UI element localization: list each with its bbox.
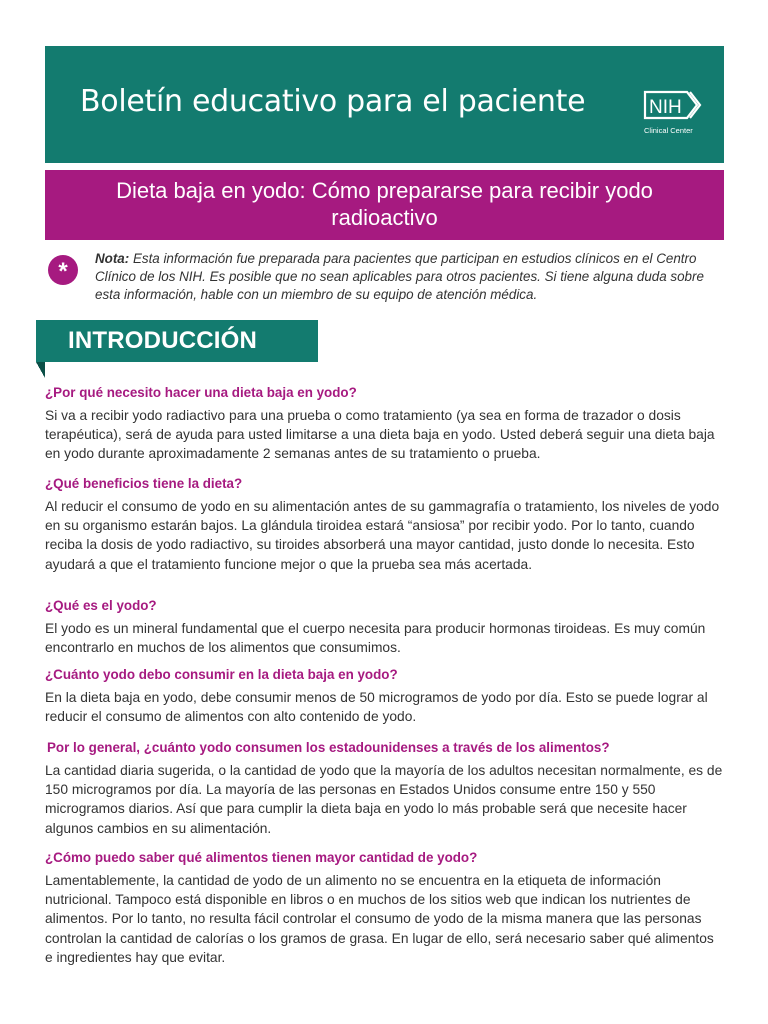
nih-logo-text: NIH: [649, 97, 682, 118]
answer-paragraph: En la dieta baja en yodo, debe consumir menos de 50 microgramos de yodo por día. Esto se puede lograr al reducir el consumo de alimentos con alto contenido de yodo.: [45, 690, 708, 725]
qa-block-5: [45, 739, 725, 838]
heading-fold-decoration: [36, 362, 45, 378]
question-heading: ¿Qué es el yodo?: [45, 598, 157, 613]
subtitle-line-1: Dieta baja en yodo: Cómo prepararse para recibir yodo: [116, 178, 653, 203]
subtitle-line-2: radioactivo: [331, 205, 438, 230]
subtitle-banner: [45, 170, 724, 240]
question-heading: Por lo general, ¿cuánto yodo consumen los estadounidenses a través de los alimentos?: [47, 740, 610, 755]
note-paragraph: [95, 250, 725, 304]
qa-block-3: [45, 597, 725, 657]
qa-block-6: [45, 849, 725, 967]
question-heading: ¿Por qué necesito hacer una dieta baja en yodo?: [45, 385, 357, 400]
nih-logo-mark: [643, 86, 703, 124]
answer-paragraph: El yodo es un mineral fundamental que el cuerpo necesita para producir hormonas tiroideas. Es muy común encontrarlo en muchos de los alimentos que consumimos.: [45, 621, 706, 656]
note-body: Esta información fue preparada para pacientes que participan en estudios clínicos en el Centro Clínico de los NIH. Es posible que no sean aplicables para otros pacientes. Si tiene alguna duda sobre esta información, hable con un miembro de su equipo de atención médica.: [95, 251, 704, 302]
answer-paragraph: La cantidad diaria sugerida, o la cantidad de yodo que la mayoría de los adultos necesitan normalmente, es de 150 microgramos por día. La mayoría de las personas en Estados Unidos consume entre 150 y 550 microgramos diarios. Así que para cumplir la dieta baja en yodo lo más probable será que necesite hacer algunos cambios en su alimentación.: [45, 763, 723, 836]
note-label: Nota:: [95, 251, 130, 266]
nih-logo-subtext: Clinical Center: [644, 126, 693, 135]
nih-logo: [643, 86, 703, 136]
qa-block-4: [45, 666, 725, 726]
answer-paragraph: Lamentablemente, la cantidad de yodo de un alimento no se encuentra en la etiqueta de información nutricional. Tampoco está disponible en libros o en muchos de los sitios web que indican los nutrientes de alimentos. Por lo tanto, no resulta fácil controlar el consumo de yodo de la misma manera que las personas controlan la cantidad de calorías o los gramos de grasa. En lugar de ello, será necesario saber qué alimentos e ingredientes hay que evitar.: [45, 873, 714, 965]
question-heading: ¿Cuánto yodo debo consumir en la dieta baja en yodo?: [45, 667, 398, 682]
document-subtitle: [45, 177, 724, 231]
page-title: Boletín educativo para el paciente: [80, 84, 586, 119]
answer-paragraph: Al reducir el consumo de yodo en su alimentación antes de su gammagrafía o tratamiento, los niveles de yodo en su organismo estarán bajos. La glándula tiroidea estará “ansiosa” por recibir yodo. Por lo tanto, cuando reciba la dosis de yodo radiactivo, su tiroides absorberá una mayor cantidad, justo donde lo necesita. Esto ayudará a que el tratamiento funcione mejor o que la prueba sea más acertada.: [45, 499, 720, 572]
section-heading: INTRODUCCIÓN: [68, 327, 258, 354]
asterisk-icon: *: [48, 255, 78, 285]
section-heading-tab: [36, 320, 318, 362]
qa-block-2: [45, 475, 725, 574]
question-heading: ¿Cómo puedo saber qué alimentos tienen mayor cantidad de yodo?: [45, 850, 478, 865]
question-heading: ¿Qué beneficios tiene la dieta?: [45, 476, 243, 491]
qa-block-1: [45, 384, 725, 464]
answer-paragraph: Si va a recibir yodo radiactivo para una prueba o como tratamiento (ya sea en forma de trazador o dosis terapéutica), será de ayuda para usted limitarse a una dieta baja en yodo. Usted deberá seguir una dieta baja en yodo durante aproximadamente 2 semanas antes de su tratamiento o prueba.: [45, 408, 715, 462]
header-banner: [45, 46, 724, 163]
